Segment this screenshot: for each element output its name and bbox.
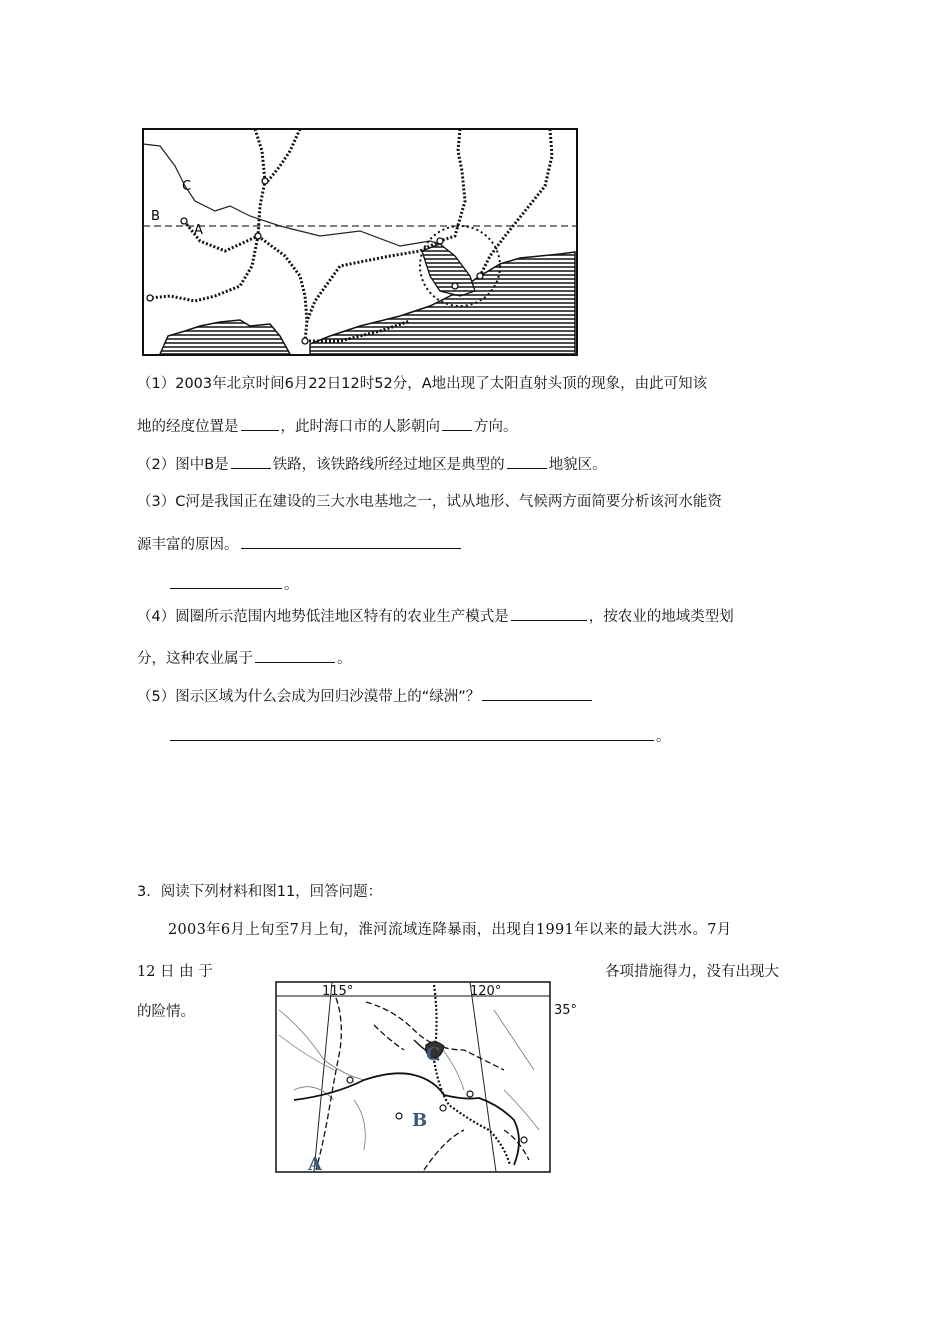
q1-answer-blank-direction[interactable]: [442, 416, 472, 431]
q5-answer-blank-1[interactable]: [482, 686, 592, 701]
question-5-line-2: [168, 726, 671, 747]
map1-label-c: C: [182, 179, 192, 194]
question-1-line-1: （1）2003年北京时间6月22日12时52分，A地出现了太阳直射头顶的现象，由此可知该: [137, 376, 708, 392]
q2-text-b: 铁路，该铁路线所经过地区是典型的: [272, 457, 505, 473]
question-3-line-1: （3）C河是我国正在建设的三大水电基地之一，试从地形、气候两方面简要分析该河水能资: [137, 494, 722, 510]
q1-text-a: 地的经度位置是: [137, 419, 239, 435]
question-3-line-2: [137, 534, 463, 555]
section-3-para-line-2a: 12 日 由 于: [137, 964, 213, 980]
map1-label-b: B: [151, 209, 160, 224]
map1-label-a: A: [194, 223, 203, 238]
q1-answer-blank-longitude[interactable]: [241, 416, 279, 431]
q2-text-c: 地貌区。: [548, 457, 607, 473]
question-3-line-3: [168, 574, 299, 595]
q1-text-b: ，此时海口市的人影朝向: [280, 419, 440, 435]
q4-text-c: 分，这种农业属于: [137, 651, 253, 667]
q3-answer-blank-2[interactable]: [170, 574, 282, 589]
question-1-line-2: [137, 416, 518, 437]
section-3-para-line-1: 2003年6月上旬至7月上旬，淮河流域连降暴雨，出现自1991年以来的最大洪水。7月: [168, 922, 732, 938]
label-a: A: [308, 1154, 322, 1175]
label-c: C: [426, 1044, 441, 1065]
question-4-line-1: [137, 606, 734, 627]
question-5-line-1: [137, 686, 594, 707]
section-3-para-line-2b: 各项措施得力，没有出现大: [605, 964, 779, 980]
q5-end: 。: [656, 729, 671, 745]
label-115: 115°: [322, 984, 354, 999]
q2-answer-blank-landform[interactable]: [507, 454, 547, 469]
label-35: 35°: [554, 1003, 578, 1018]
q4-text-a: （4）圆圈所示范围内地势低洼地区特有的农业生产模式是: [137, 609, 509, 625]
q4-text-d: 。: [337, 651, 352, 667]
section-3-heading: 3．阅读下列材料和图11，回答问题：: [137, 884, 383, 900]
q3-text: 源丰富的原因。: [137, 537, 239, 553]
q4-answer-blank-type[interactable]: [255, 648, 335, 663]
q5-answer-blank-2[interactable]: [170, 726, 654, 741]
south-china-railway-map: [140, 126, 580, 358]
label-120: 120°: [470, 984, 502, 999]
q2-text-a: （2）图中B是: [137, 457, 229, 473]
q4-answer-blank-mode[interactable]: [511, 606, 587, 621]
q1-text-c: 方向。: [474, 419, 518, 435]
q2-answer-blank-railway[interactable]: [231, 454, 271, 469]
q3-end: 。: [284, 577, 299, 593]
q4-text-b: ，按农业的地域类型划: [588, 609, 734, 625]
label-b: B: [412, 1110, 428, 1131]
q3-answer-blank-1[interactable]: [241, 534, 461, 549]
q5-text: （5）图示区域为什么会成为回归沙漠带上的“绿洲”？: [137, 689, 481, 705]
huaihe-basin-map: [274, 980, 578, 1176]
question-4-line-2: [137, 648, 352, 669]
question-2: [137, 454, 607, 475]
section-3-para-line-3: 的险情。: [137, 1004, 195, 1020]
